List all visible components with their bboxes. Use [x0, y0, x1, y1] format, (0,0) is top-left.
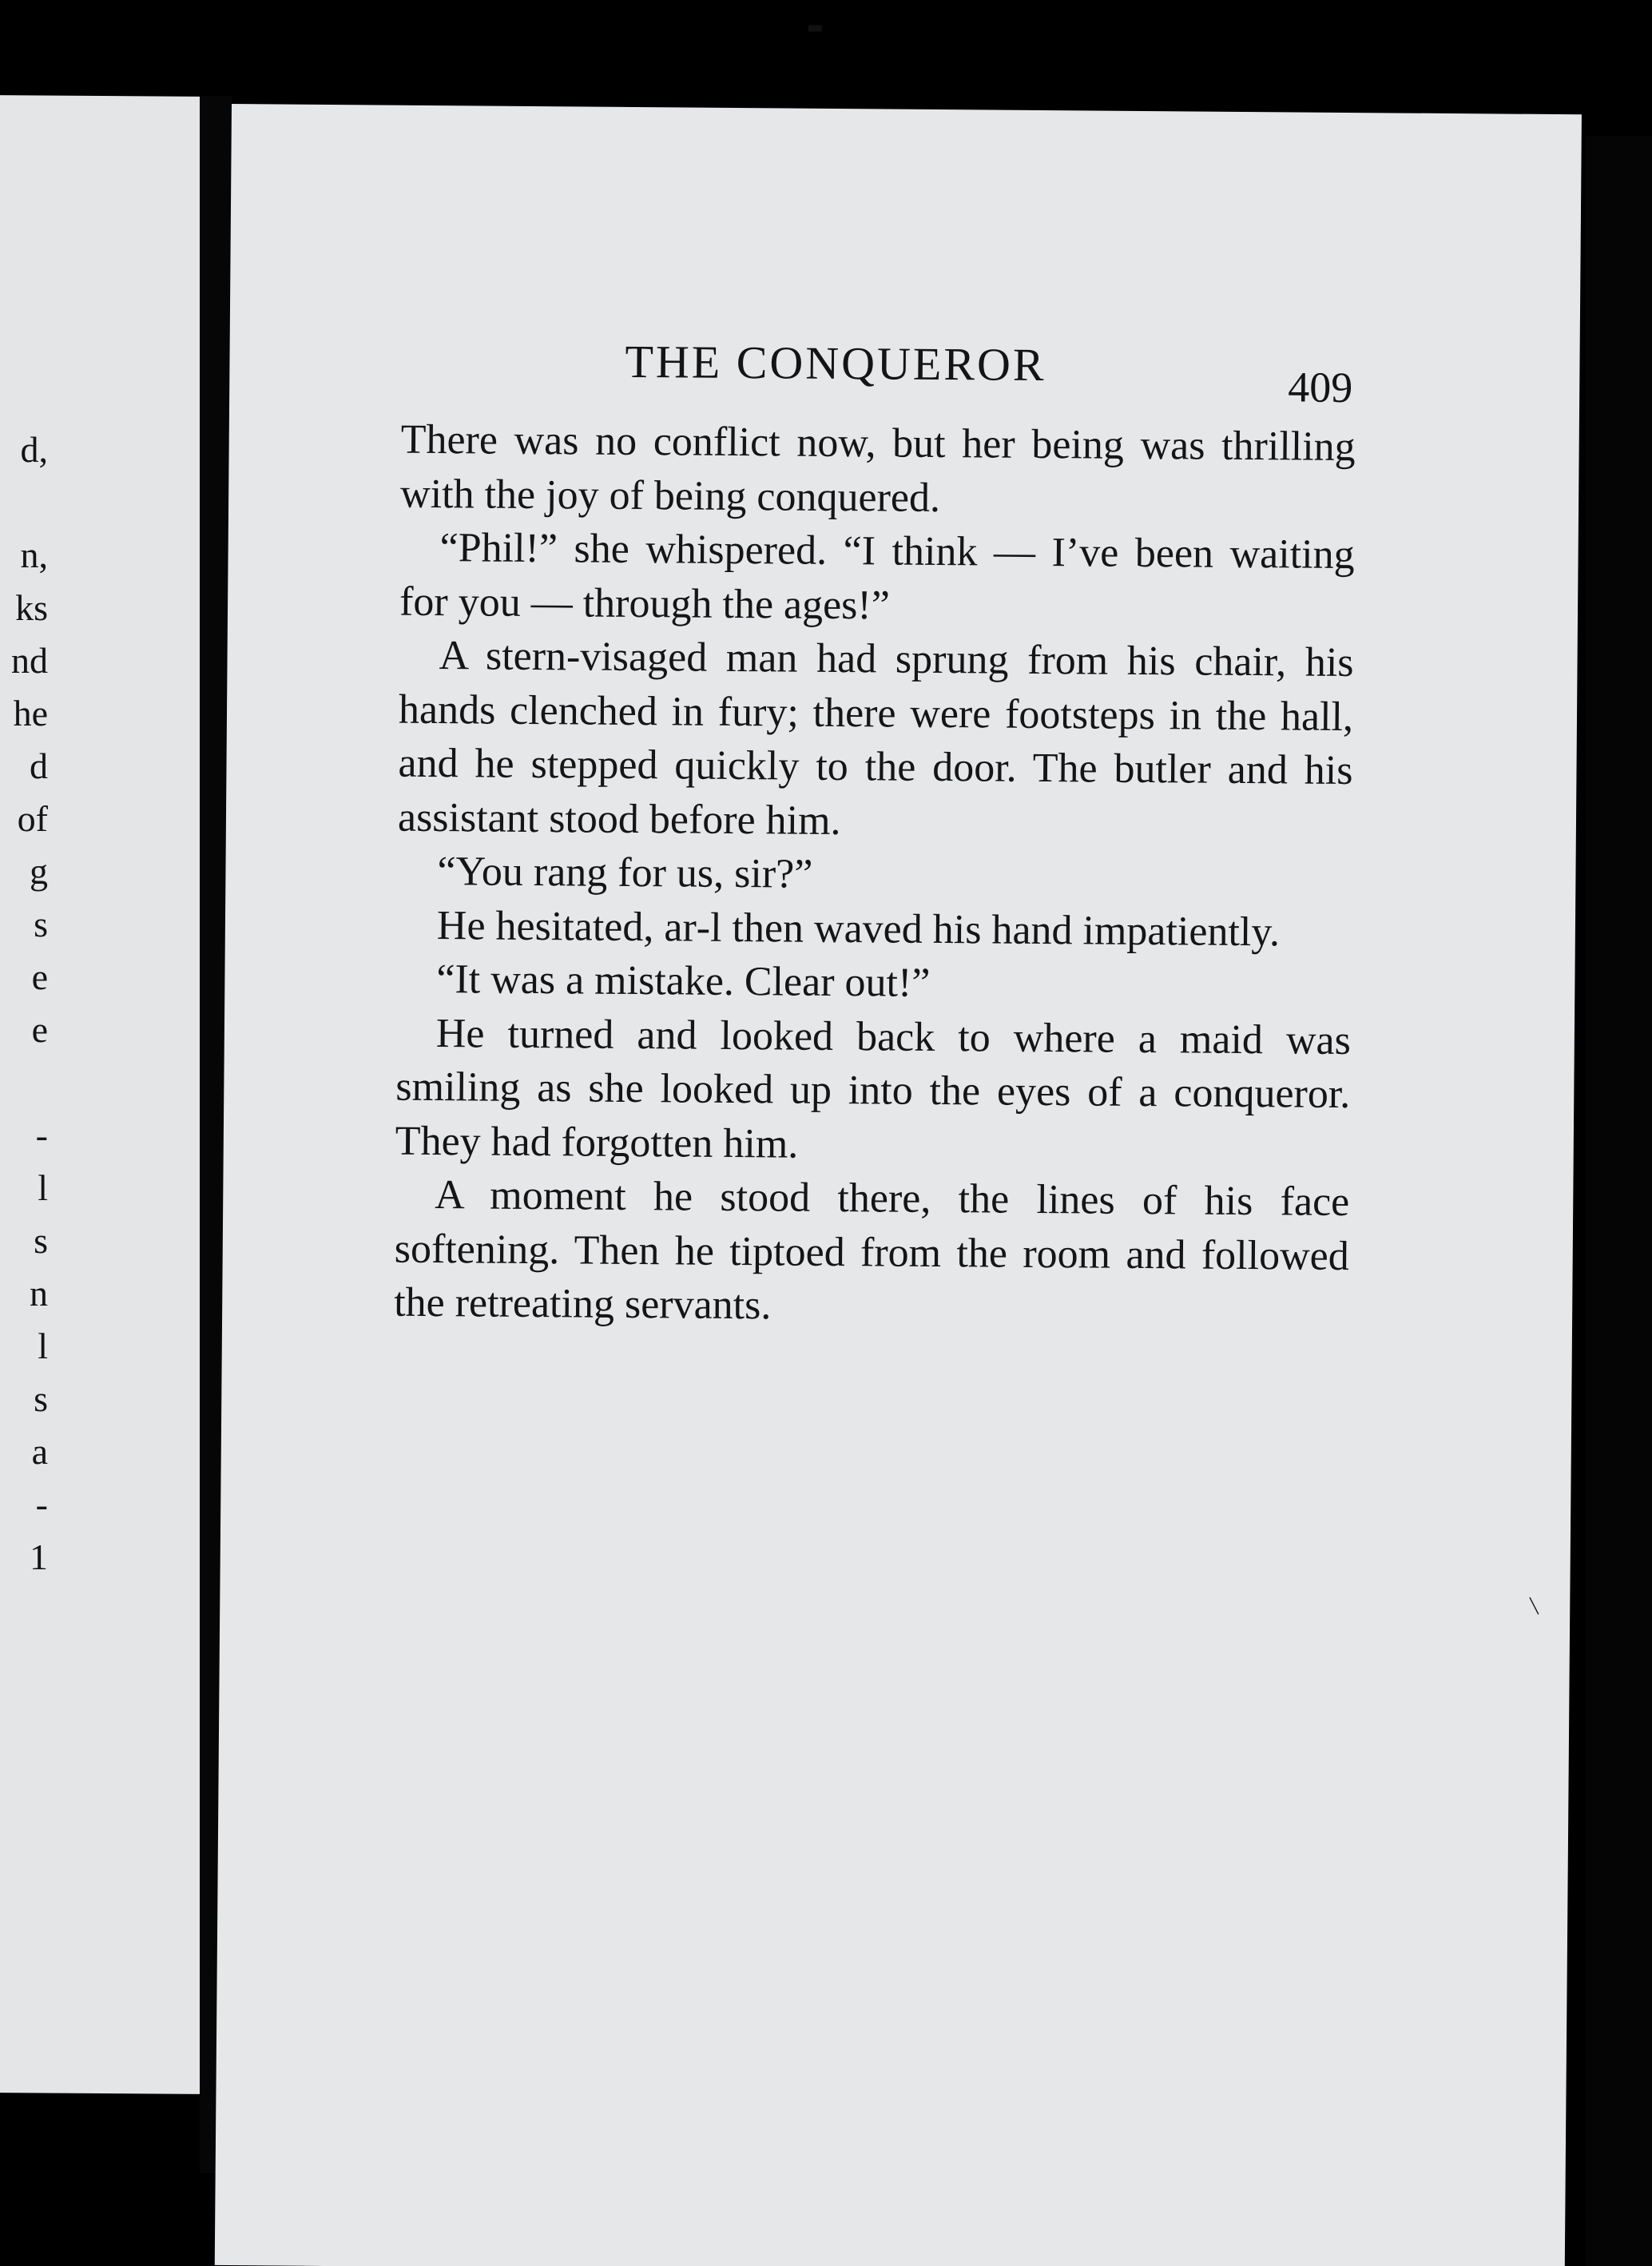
page-header: [229, 332, 1580, 414]
body-text: [394, 413, 1356, 1338]
fragment-line: a: [31, 1431, 48, 1472]
fragment-line: e: [31, 956, 48, 997]
fragment-line: nd: [11, 640, 48, 681]
fragment-line: [0, 1056, 48, 1109]
fragment-line: d,: [20, 429, 48, 470]
fragment-line: l: [38, 1326, 48, 1366]
left-page-text-fragments: [0, 423, 48, 1584]
fragment-line: l: [38, 1167, 48, 1208]
right-page: [215, 104, 1582, 2266]
fragment-line: e: [31, 1009, 48, 1050]
scan-speck: ▬: [807, 18, 824, 38]
fragment-line: [0, 476, 48, 529]
fragment-line: s: [34, 1220, 48, 1261]
fragment-line: n: [30, 1273, 48, 1314]
fragment-line: n,: [20, 535, 48, 575]
fragment-line: -: [35, 1115, 48, 1155]
paragraph: There was no conflict now, but her being was thrilling with the joy of being conquered.: [399, 416, 1356, 521]
fragment-line: g: [30, 851, 48, 892]
page-number: 409: [1288, 363, 1353, 412]
paragraph: “Phil!” she whispered. “I think — I’ve been waiting for you — through the ages!”: [399, 525, 1355, 628]
fragment-line: s: [34, 904, 48, 944]
fragment-line: -: [35, 1484, 48, 1525]
paragraph: He turned and looked back to where a maid was smiling as she looked up into the eyes of a conqueror. They had forgotten him.: [395, 1010, 1352, 1167]
page-edge-shadow: [1586, 136, 1652, 2266]
scan-speck: ╲: [1530, 1598, 1539, 1615]
paragraph: “It was a mistake. Clear out!”: [436, 956, 931, 1006]
fragment-line: s: [34, 1378, 48, 1419]
paragraph: A stern-visaged man had sprung from his chair, his hands clenched in fury; there were footsteps in the hall, and he stepped quickly to the door. The butler and his assistant stood before him.: [397, 633, 1354, 844]
paragraph: A moment he stood there, the lines of his face softening. Then he tiptoed from the room and followed the retreating servants.: [394, 1172, 1350, 1329]
fragment-line: ks: [15, 587, 48, 628]
fragment-line: of: [17, 798, 48, 839]
fragment-line: d: [30, 745, 48, 786]
paragraph: “You rang for us, sir?”: [437, 849, 813, 897]
fragment-line: he: [13, 693, 48, 733]
fragment-line: 1: [30, 1537, 48, 1577]
running-head: THE CONQUEROR: [625, 335, 1046, 392]
paragraph: He hesitated, ar‑l then waved his hand impatiently.: [436, 902, 1281, 955]
